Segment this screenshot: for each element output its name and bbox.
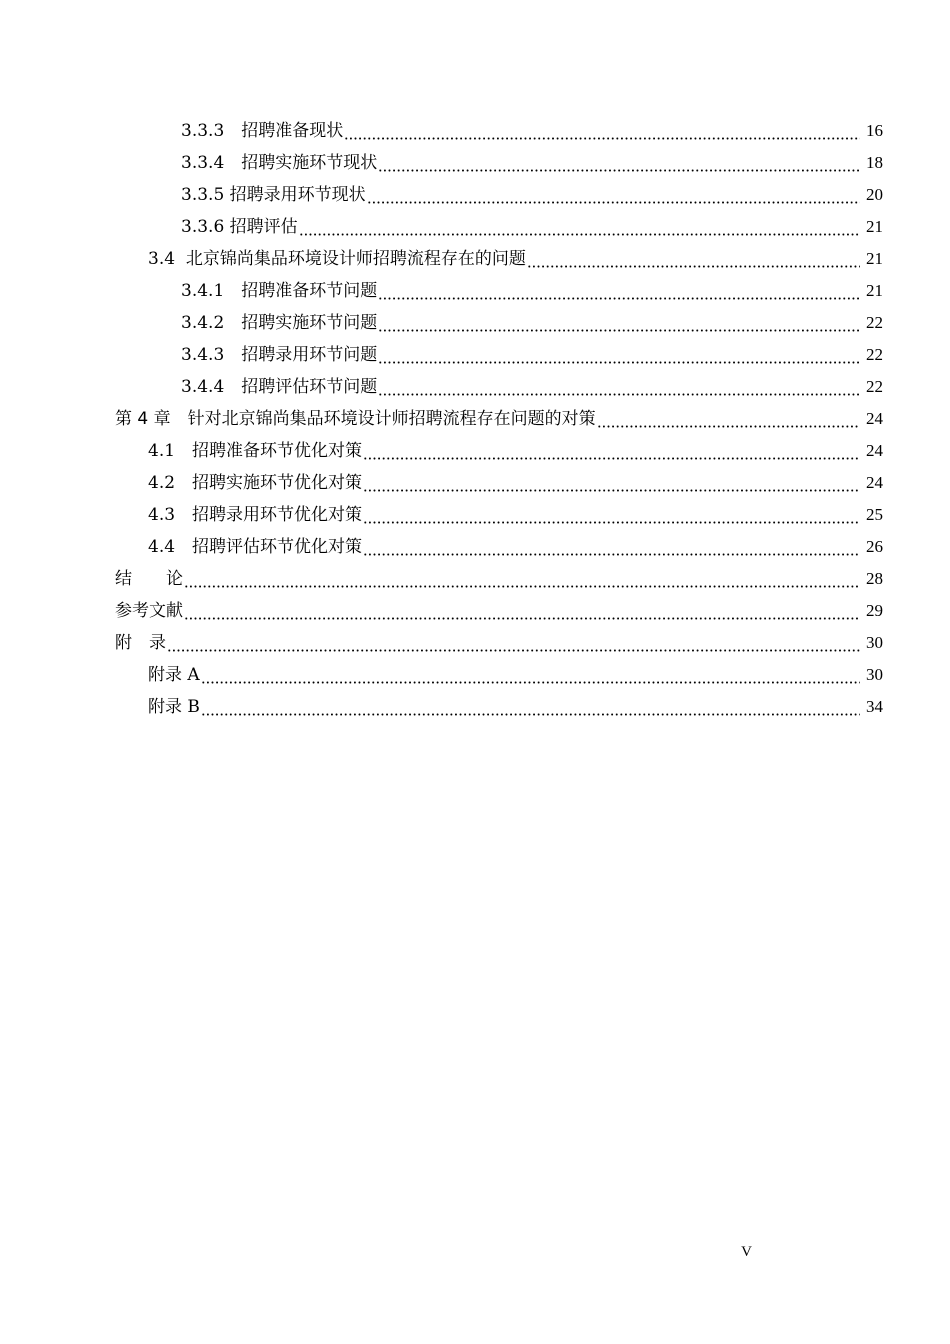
toc-dot-leader xyxy=(378,297,860,300)
toc-entry-line xyxy=(181,339,883,371)
toc-entry[interactable] xyxy=(0,275,950,307)
toc-entry-page: 22 xyxy=(866,313,883,332)
page-number: V xyxy=(741,1244,752,1260)
toc-entry-line xyxy=(148,531,883,563)
toc-entry-title: 3.4.4 招聘评估环节问题 xyxy=(181,377,378,397)
toc-entry-title: 3.3.3 招聘准备现状 xyxy=(181,121,344,141)
toc-entry[interactable] xyxy=(0,435,950,467)
toc-entry-page: 26 xyxy=(866,537,883,556)
toc-entry-line xyxy=(115,403,883,435)
toc-entry-title: 3.4.2 招聘实施环节问题 xyxy=(181,313,378,333)
toc-entry-page: 21 xyxy=(866,249,883,268)
toc-dot-leader xyxy=(363,489,860,492)
toc-entry-title: 4.4 招聘评估环节优化对策 xyxy=(148,537,363,557)
toc-dot-leader xyxy=(527,265,860,268)
toc-entry-line xyxy=(148,435,883,467)
toc-dot-leader xyxy=(597,425,860,428)
toc-entry-title: 3.3.6 招聘评估 xyxy=(181,217,298,237)
toc-dot-leader xyxy=(367,201,860,204)
toc-entry[interactable] xyxy=(0,147,950,179)
toc-entry-title: 4.2 招聘实施环节优化对策 xyxy=(148,473,363,493)
toc-dot-leader xyxy=(299,233,860,236)
toc-entry-title: 3.3.4 招聘实施环节现状 xyxy=(181,153,378,173)
toc-entry-page: 16 xyxy=(866,121,883,140)
toc-entry-line xyxy=(181,211,883,243)
toc-entry-line xyxy=(181,179,883,211)
toc-dot-leader xyxy=(184,585,860,588)
toc-entry-page: 28 xyxy=(866,569,883,588)
toc-dot-leader xyxy=(201,713,860,716)
toc-entry-page: 24 xyxy=(866,473,883,492)
toc-entry-line xyxy=(115,563,883,595)
toc-entry-page: 21 xyxy=(866,217,883,236)
table-of-contents xyxy=(0,115,950,723)
toc-entry-title: 4.1 招聘准备环节优化对策 xyxy=(148,441,363,461)
toc-entry[interactable] xyxy=(0,627,950,659)
toc-entry-page: 18 xyxy=(866,153,883,172)
toc-entry[interactable] xyxy=(0,691,950,723)
toc-entry-page: 30 xyxy=(866,633,883,652)
toc-dot-leader xyxy=(184,617,860,620)
toc-entry[interactable] xyxy=(0,211,950,243)
toc-entry-line xyxy=(181,115,883,147)
toc-entry-title: 附录 A xyxy=(148,665,200,685)
toc-entry[interactable] xyxy=(0,499,950,531)
toc-entry-line xyxy=(181,275,883,307)
toc-entry[interactable] xyxy=(0,371,950,403)
toc-dot-leader xyxy=(378,329,860,332)
toc-entry-line xyxy=(115,627,883,659)
toc-entry[interactable] xyxy=(0,531,950,563)
toc-entry-line xyxy=(115,595,883,627)
toc-entry[interactable] xyxy=(0,339,950,371)
toc-entry-line xyxy=(181,147,883,179)
toc-entry-title: 附 录 xyxy=(115,633,166,653)
toc-entry-title: 3.4 北京锦尚集品环境设计师招聘流程存在的问题 xyxy=(148,249,526,269)
toc-dot-leader xyxy=(363,521,860,524)
toc-entry-line xyxy=(148,243,883,275)
toc-dot-leader xyxy=(378,361,860,364)
toc-entry-page: 24 xyxy=(866,441,883,460)
toc-dot-leader xyxy=(363,553,860,556)
toc-entry[interactable] xyxy=(0,307,950,339)
toc-dot-leader xyxy=(378,393,860,396)
toc-entry-page: 34 xyxy=(866,697,883,716)
toc-entry-page: 29 xyxy=(866,601,883,620)
toc-entry-title: 参考文献 xyxy=(115,601,183,621)
toc-entry[interactable] xyxy=(0,179,950,211)
toc-entry-title: 结 论 xyxy=(115,569,183,589)
toc-entry-page: 30 xyxy=(866,665,883,684)
toc-entry[interactable] xyxy=(0,563,950,595)
toc-dot-leader xyxy=(201,681,860,684)
toc-entry-title: 3.4.3 招聘录用环节问题 xyxy=(181,345,378,365)
toc-entry[interactable] xyxy=(0,595,950,627)
toc-entry[interactable] xyxy=(0,659,950,691)
toc-entry-line xyxy=(148,691,883,723)
toc-entry-title: 4.3 招聘录用环节优化对策 xyxy=(148,505,363,525)
toc-dot-leader xyxy=(344,137,860,140)
toc-entry[interactable] xyxy=(0,467,950,499)
toc-entry-line xyxy=(148,659,883,691)
toc-entry-page: 22 xyxy=(866,377,883,396)
toc-entry-page: 21 xyxy=(866,281,883,300)
toc-entry-page: 24 xyxy=(866,409,883,428)
toc-dot-leader xyxy=(363,457,860,460)
toc-entry-page: 20 xyxy=(866,185,883,204)
toc-dot-leader xyxy=(378,169,860,172)
toc-entry-line xyxy=(148,467,883,499)
toc-entry[interactable] xyxy=(0,115,950,147)
toc-dot-leader xyxy=(167,649,860,652)
toc-entry-title: 3.4.1 招聘准备环节问题 xyxy=(181,281,378,301)
toc-entry-page: 25 xyxy=(866,505,883,524)
toc-entry-page: 22 xyxy=(866,345,883,364)
toc-entry[interactable] xyxy=(0,243,950,275)
toc-entry-line xyxy=(181,307,883,339)
toc-entry-title: 第 4 章 针对北京锦尚集品环境设计师招聘流程存在问题的对策 xyxy=(115,409,596,429)
toc-entry-title: 3.3.5 招聘录用环节现状 xyxy=(181,185,366,205)
toc-entry-line xyxy=(148,499,883,531)
toc-entry[interactable] xyxy=(0,403,950,435)
toc-entry-title: 附录 B xyxy=(148,697,200,717)
toc-entry-line xyxy=(181,371,883,403)
